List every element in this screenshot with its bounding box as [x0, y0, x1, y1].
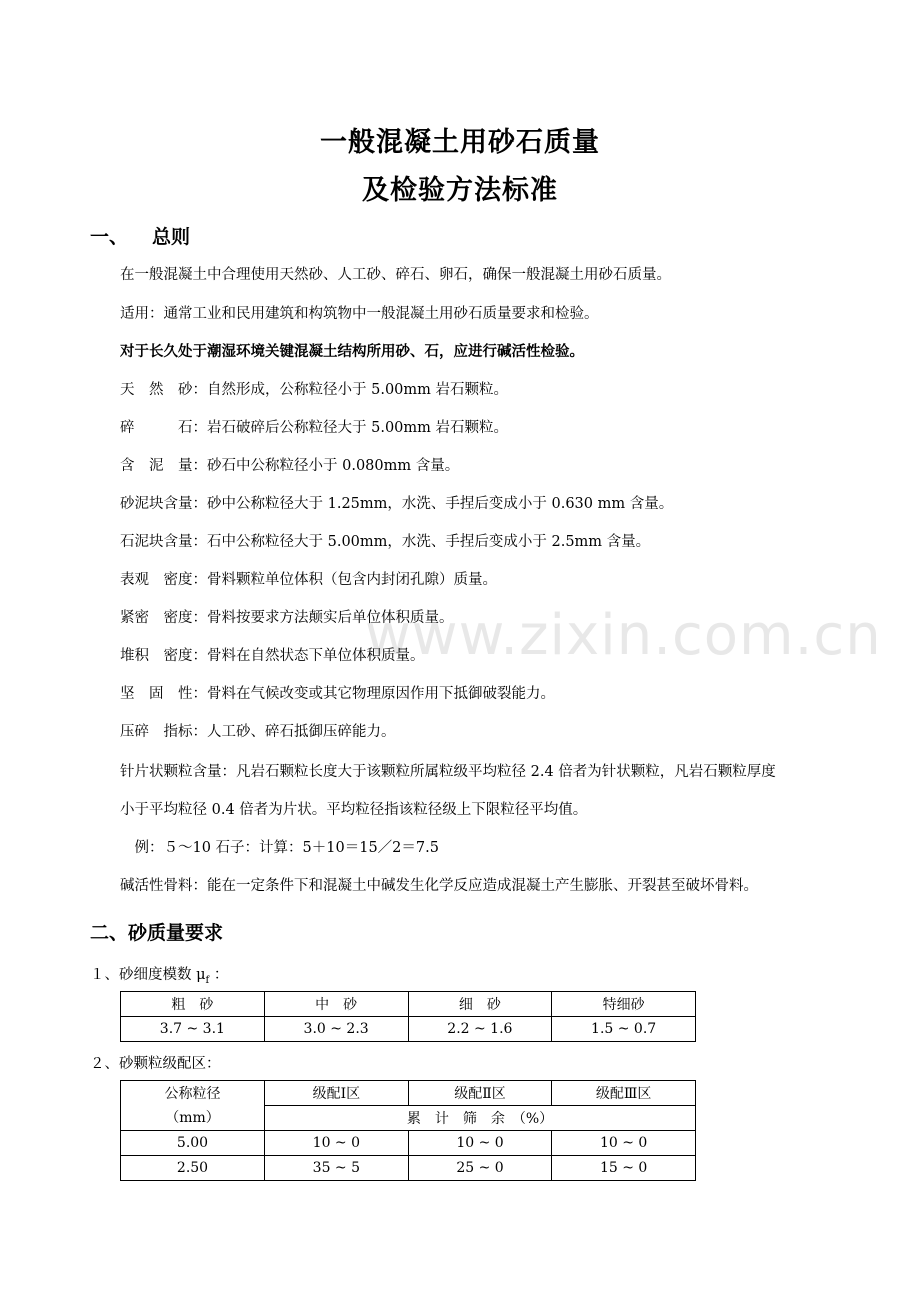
section1-number: 一、 — [90, 226, 129, 248]
section1-heading — [90, 222, 190, 249]
table-cell: 2.50 — [121, 1156, 265, 1181]
section2-heading: 二、砂质量要求 — [90, 922, 224, 944]
table-cell: 细 砂 — [408, 992, 552, 1017]
fineness-modulus-table — [120, 991, 696, 1042]
document-title-line1: 一般混凝土用砂石质量 — [320, 127, 600, 158]
table-cell: 1.5 ~ 0.7 — [552, 1017, 696, 1042]
table-header-row — [121, 992, 696, 1017]
paragraph: 石泥块含量：石中公称粒径大于 5.00mm，水洗、手捏后变成小于 2.5mm 含量。 — [120, 534, 651, 550]
paragraph: 表观 密度：骨料颗粒单位体积（包含内封闭孔隙）质量。 — [120, 572, 497, 588]
zone-header: 级配Ⅱ区 — [408, 1081, 552, 1106]
paragraph: 压碎 指标：人工砂、碎石抵御压碎能力。 — [120, 724, 396, 740]
table-row — [121, 1017, 696, 1042]
table-cell: 10 ~ 0 — [265, 1131, 409, 1156]
table-row — [121, 1131, 696, 1156]
zone-header: 级配Ⅰ区 — [265, 1081, 409, 1106]
grading-zone-label: ２、砂颗粒级配区： — [90, 1056, 221, 1072]
table-cell: 10 ~ 0 — [408, 1131, 552, 1156]
table-cell: 15 ~ 0 — [552, 1156, 696, 1181]
paragraph: 砂泥块含量：砂中公称粒径大于 1.25mm，水洗、手捏后变成小于 0.630 mm 含量。 — [120, 496, 674, 512]
paragraph: 碎 石：岩石破碎后公称粒径大于 5.00mm 岩石颗粒。 — [120, 420, 509, 436]
paragraph-continued: 小于平均粒径 0.4 倍者为片状。平均粒径指该粒径级上下限粒径平均值。 — [120, 802, 588, 818]
table-cell: 2.2 ~ 1.6 — [408, 1017, 552, 1042]
table-cell: 5.00 — [121, 1131, 265, 1156]
table-cell: 3.7 ~ 3.1 — [121, 1017, 265, 1042]
paragraph: 天 然 砂：自然形成，公称粒径小于 5.00mm 岩石颗粒。 — [120, 382, 509, 398]
table-cell: 35 ~ 5 — [265, 1156, 409, 1181]
zone-header: 级配Ⅲ区 — [552, 1081, 696, 1106]
paragraph: 坚 固 性：骨料在气候改变或其它物理原因作用下抵御破裂能力。 — [120, 686, 555, 702]
fineness-label-text: １、砂细度模数 μ — [90, 967, 206, 983]
example-line: 例：５～10 石子：计算：5＋10＝15／2＝7.5 — [120, 840, 439, 856]
table-header-row — [121, 1081, 696, 1106]
paragraph: 在一般混凝土中合理使用天然砂、人工砂、碎石、卵石，确保一般混凝土用砂石质量。 — [120, 267, 671, 283]
fineness-label-suffix: ： — [209, 967, 229, 983]
document-title-line2: 及检验方法标准 — [362, 175, 558, 206]
section1-title: 总则 — [152, 226, 191, 248]
paragraph: 适用：通常工业和民用建筑和构筑物中一般混凝土用砂石质量要求和检验。 — [120, 306, 599, 322]
table-cell: 中 砂 — [264, 992, 408, 1017]
table-cell: 10 ~ 0 — [552, 1131, 696, 1156]
paragraph-bold: 对于长久处于潮湿环境关键混凝土结构所用砂、石，应进行碱活性检验。 — [120, 343, 584, 360]
table-row — [121, 1156, 696, 1181]
fineness-modulus-label — [90, 963, 228, 986]
table-cell: 25 ~ 0 — [408, 1156, 552, 1181]
paragraph: 针片状颗粒含量：凡岩石颗粒长度大于该颗粒所属粒级平均粒径 2.4 倍者为针状颗粒，凡岩石颗粒厚度 — [120, 764, 776, 780]
particle-size-header-line2: （mm） — [165, 1109, 220, 1126]
paragraph: 含 泥 量：砂石中公称粒径小于 0.080mm 含量。 — [120, 458, 460, 474]
paragraph: 紧密 密度：骨料按要求方法颠实后单位体积质量。 — [120, 610, 454, 626]
watermark: www.zixin.com.cn — [365, 603, 882, 668]
grading-zone-table — [120, 1080, 696, 1181]
fineness-subscript: f — [205, 974, 210, 986]
table-cell: 粗 砂 — [121, 992, 265, 1017]
table-cell: 特细砂 — [552, 992, 696, 1017]
paragraph: 堆积 密度：骨料在自然状态下单位体积质量。 — [120, 648, 425, 664]
particle-size-header — [121, 1081, 265, 1131]
particle-size-header-line1: 公称粒径 — [164, 1085, 221, 1102]
cumulative-retained-header: 累 计 筛 余 （%） — [265, 1106, 696, 1131]
paragraph: 碱活性骨料：能在一定条件下和混凝土中碱发生化学反应造成混凝土产生膨胀、开裂甚至破坏骨料。 — [120, 878, 758, 894]
table-cell: 3.0 ~ 2.3 — [264, 1017, 408, 1042]
